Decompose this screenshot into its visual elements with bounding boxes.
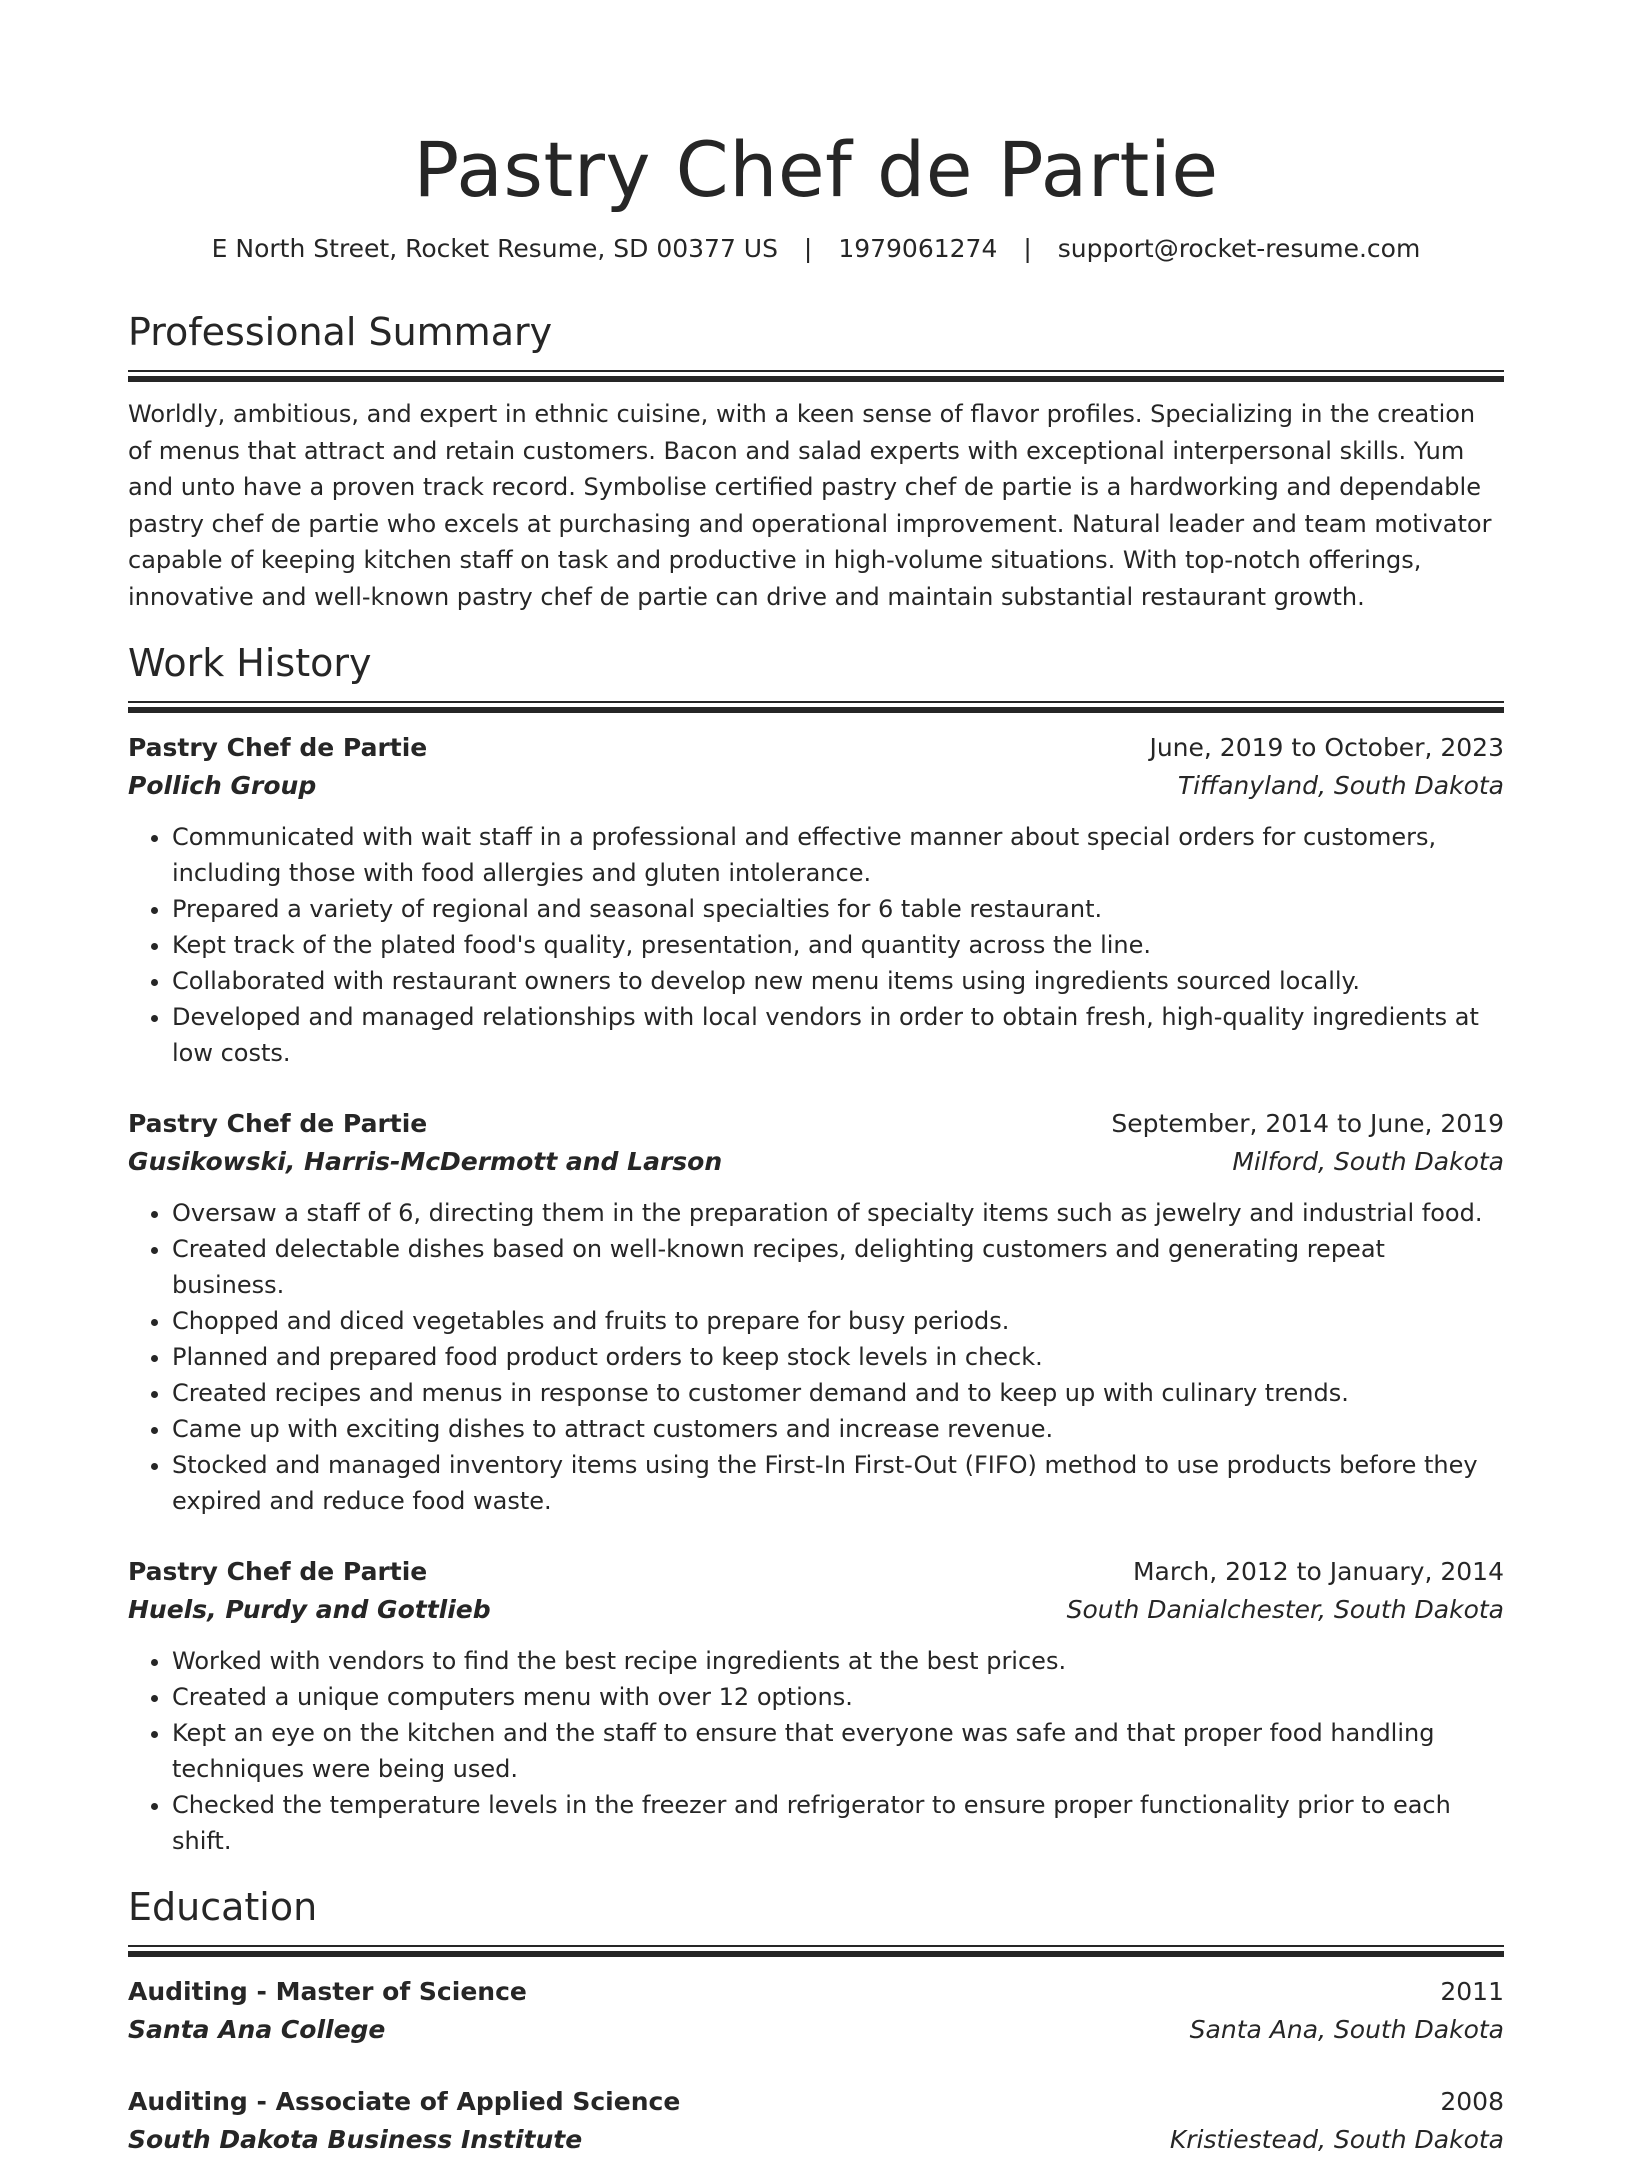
job-dates: March, 2012 to January, 2014 bbox=[1132, 1557, 1504, 1586]
summary-text: Worldly, ambitious, and expert in ethnic cuisine, with a keen sense of flavor profiles. Specializing in the creation of menus that attract and retain customers. Bacon and salad experts with exceptional interpersonal skills. Yum and unto have a proven track record. Symbolise certified pastry chef de partie is a hardworking and dependable pastry chef de partie who excels at purchasing and operational improvement. Natural leader and team motivator capable of keeping kitchen staff on task and productive in high-volume situations. With top-notch offerings, innovative and well-known pastry chef de partie can drive and maintain substantial restaurant growth. bbox=[128, 400, 1492, 611]
job-title: Pastry Chef de Partie bbox=[128, 1109, 428, 1138]
job-title: Pastry Chef de Partie bbox=[128, 733, 428, 762]
education-header-row bbox=[128, 2083, 1504, 2121]
education-school: Santa Ana College bbox=[128, 2015, 386, 2044]
education-entry bbox=[128, 2083, 1504, 2159]
education-header-row bbox=[128, 1973, 1504, 2011]
education-entry bbox=[128, 1973, 1504, 2049]
section-title: Work History bbox=[128, 641, 372, 685]
education-school-row bbox=[128, 2121, 1504, 2159]
job-bullet: • Worked with vendors to find the best recipe ingredients at the best prices. bbox=[172, 1643, 1504, 1679]
job-location: Milford, South Dakota bbox=[1232, 1147, 1504, 1176]
contact-line bbox=[128, 232, 1504, 266]
section-title: Education bbox=[128, 1885, 318, 1929]
job-company: Pollich Group bbox=[128, 771, 317, 800]
education-year: 2011 bbox=[1440, 1977, 1504, 2006]
education-section bbox=[128, 1883, 1504, 2159]
job-bullet: • Created recipes and menus in response to customer demand and to keep up with culinary trends. bbox=[172, 1375, 1504, 1411]
job-dates: September, 2014 to June, 2019 bbox=[1111, 1109, 1504, 1138]
job-company-row bbox=[128, 1143, 1504, 1181]
job-bullets bbox=[128, 1195, 1504, 1519]
contact-separator: | bbox=[803, 234, 813, 263]
job-bullet: • Prepared a variety of regional and seasonal specialties for 6 table restaurant. bbox=[172, 891, 1504, 927]
job-bullet: • Oversaw a staff of 6, directing them in the preparation of specialty items such as jewelry and industrial food. bbox=[172, 1195, 1504, 1231]
job-header-row bbox=[128, 1553, 1504, 1591]
contact-email: support@rocket-resume.com bbox=[1057, 234, 1421, 263]
education-location: Kristiestead, South Dakota bbox=[1169, 2125, 1504, 2154]
section-divider bbox=[128, 1945, 1504, 1955]
job-bullet: • Planned and prepared food product orders to keep stock levels in check. bbox=[172, 1339, 1504, 1375]
job-bullets bbox=[128, 819, 1504, 1071]
job-bullet: • Stocked and managed inventory items using the First-In First-Out (FIFO) method to use products before they expired and reduce food waste. bbox=[172, 1447, 1504, 1519]
education-school: South Dakota Business Institute bbox=[128, 2125, 583, 2154]
education-year: 2008 bbox=[1440, 2087, 1504, 2116]
job-bullet: • Kept track of the plated food's quality, presentation, and quantity across the line. bbox=[172, 927, 1504, 963]
section-divider bbox=[128, 701, 1504, 711]
section-divider bbox=[128, 370, 1504, 380]
job-header-row bbox=[128, 1105, 1504, 1143]
job-entry bbox=[128, 729, 1504, 1071]
job-bullets bbox=[128, 1643, 1504, 1859]
job-bullet: • Developed and managed relationships with local vendors in order to obtain fresh, high-quality ingredients at low costs. bbox=[172, 999, 1504, 1071]
resume-name: Pastry Chef de Partie bbox=[413, 125, 1219, 214]
job-location: South Danialchester, South Dakota bbox=[1066, 1595, 1504, 1624]
job-bullet: • Communicated with wait staff in a professional and effective manner about special orders for customers, including those with food allergies and gluten intolerance. bbox=[172, 819, 1504, 891]
job-company: Gusikowski, Harris-McDermott and Larson bbox=[128, 1147, 723, 1176]
resume-page bbox=[128, 0, 1504, 2159]
education-degree: Auditing - Master of Science bbox=[128, 1977, 527, 2006]
job-header-row bbox=[128, 729, 1504, 767]
job-dates: June, 2019 to October, 2023 bbox=[1149, 733, 1504, 762]
job-bullet: • Checked the temperature levels in the freezer and refrigerator to ensure proper functionality prior to each shift. bbox=[172, 1787, 1504, 1859]
work-history-section bbox=[128, 639, 1504, 1859]
professional-summary-section bbox=[128, 308, 1504, 615]
job-bullet: • Came up with exciting dishes to attract customers and increase revenue. bbox=[172, 1411, 1504, 1447]
job-bullet: • Collaborated with restaurant owners to develop new menu items using ingredients sourced locally. bbox=[172, 963, 1504, 999]
job-title: Pastry Chef de Partie bbox=[128, 1557, 428, 1586]
job-location: Tiffanyland, South Dakota bbox=[1177, 771, 1504, 800]
job-bullet: • Chopped and diced vegetables and fruits to prepare for busy periods. bbox=[172, 1303, 1504, 1339]
education-school-row bbox=[128, 2011, 1504, 2049]
job-bullet: • Created a unique computers menu with over 12 options. bbox=[172, 1679, 1504, 1715]
contact-address: E North Street, Rocket Resume, SD 00377 US bbox=[211, 234, 778, 263]
job-company: Huels, Purdy and Gottlieb bbox=[128, 1595, 491, 1624]
job-entry bbox=[128, 1105, 1504, 1519]
job-company-row bbox=[128, 767, 1504, 805]
job-bullet: • Kept an eye on the kitchen and the staff to ensure that everyone was safe and that proper food handling techniques were being used. bbox=[172, 1715, 1504, 1787]
contact-separator: | bbox=[1023, 234, 1032, 263]
job-company-row bbox=[128, 1591, 1504, 1629]
education-degree: Auditing - Associate of Applied Science bbox=[128, 2087, 681, 2116]
job-entry bbox=[128, 1553, 1504, 1859]
education-location: Santa Ana, South Dakota bbox=[1189, 2015, 1504, 2044]
job-bullet: • Created delectable dishes based on well-known recipes, delighting customers and generating repeat business. bbox=[172, 1231, 1504, 1303]
contact-phone: 1979061274 bbox=[838, 234, 998, 263]
section-title: Professional Summary bbox=[128, 310, 553, 354]
